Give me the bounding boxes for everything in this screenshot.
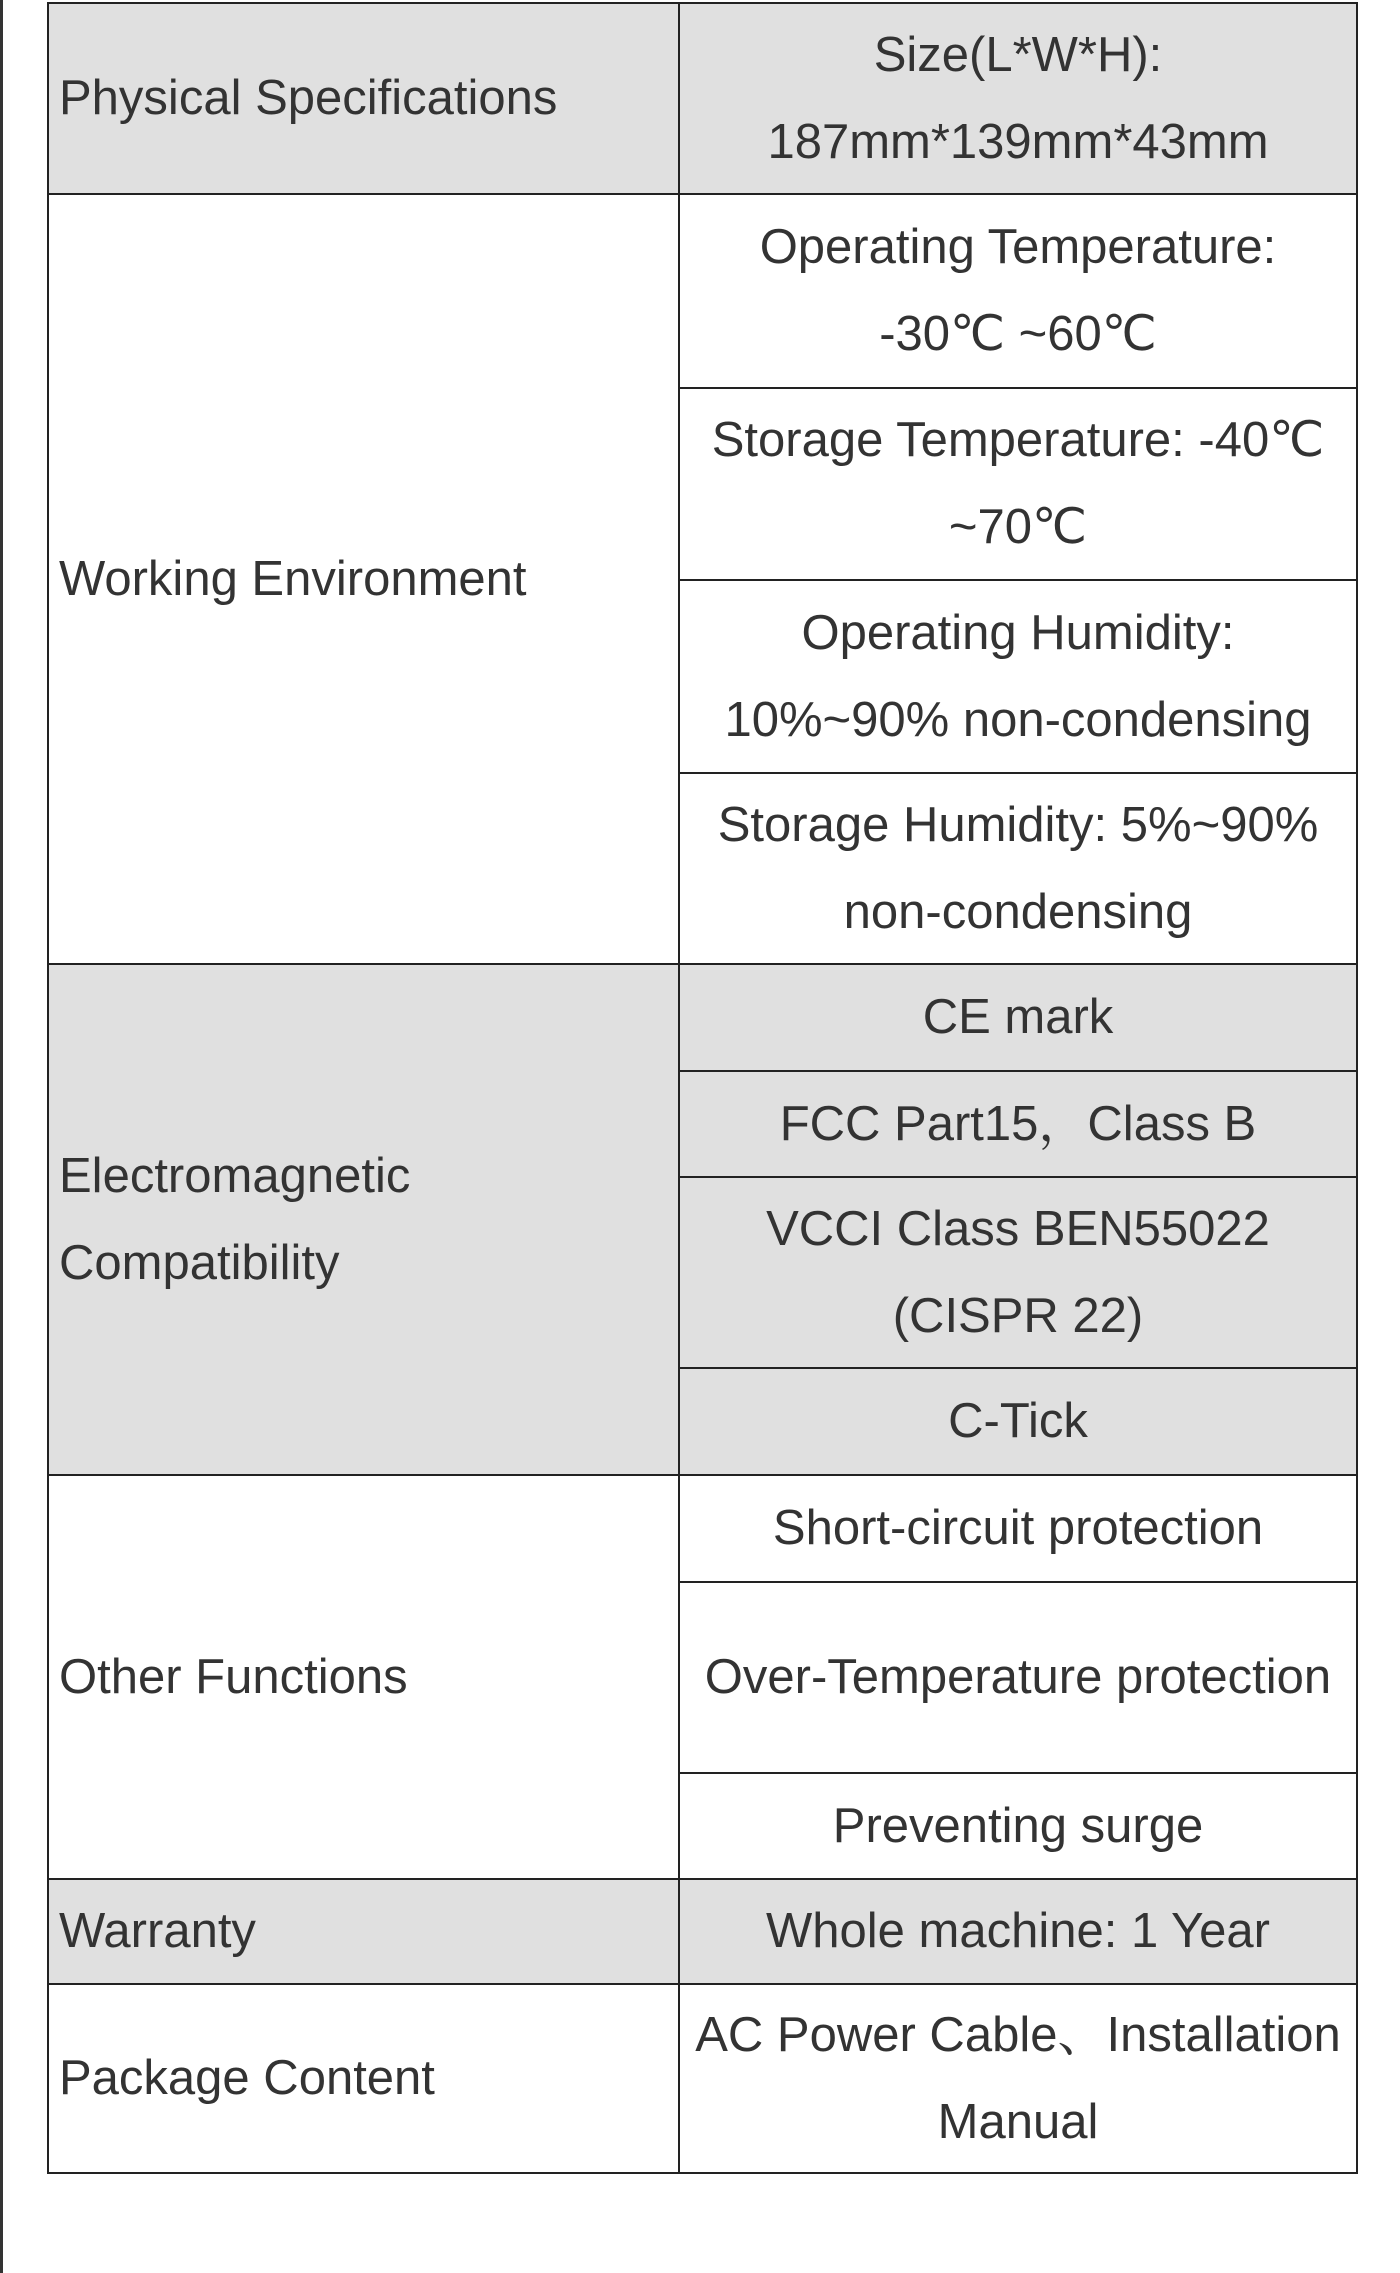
table-row-working-environment (48, 194, 1357, 388)
value-cell-ce-mark: CE mark (679, 964, 1357, 1071)
category-cell-warranty: Warranty (48, 1879, 679, 1984)
value-cell-short-circuit: Short-circuit protection (679, 1475, 1357, 1582)
left-border-rule (0, 0, 3, 2273)
value-cell-storage-temperature: Storage Temperature: -40℃ ~70℃ (679, 388, 1357, 580)
category-cell-electromagnetic-compatibility: Electromagnetic Compatibility (48, 964, 679, 1475)
value-cell-fcc: FCC Part15，Class B (679, 1071, 1357, 1177)
value-cell-c-tick: C-Tick (679, 1368, 1357, 1475)
value-cell-package-content: AC Power Cable、Installation Manual (679, 1984, 1357, 2173)
value-cell-preventing-surge: Preventing surge (679, 1773, 1357, 1879)
value-cell-over-temperature: Over-Temperature protection (679, 1582, 1357, 1773)
value-cell-size: Size(L*W*H): 187mm*139mm*43mm (679, 3, 1357, 194)
category-cell-package-content: Package Content (48, 1984, 679, 2173)
table-row-package-content (48, 1984, 1357, 2173)
table-row-warranty (48, 1879, 1357, 1984)
category-cell-other-functions: Other Functions (48, 1475, 679, 1879)
value-cell-vcci: VCCI Class BEN55022 (CISPR 22) (679, 1177, 1357, 1368)
table-row-electromagnetic-compatibility (48, 964, 1357, 1071)
category-cell-working-environment: Working Environment (48, 194, 679, 964)
value-cell-operating-humidity: Operating Humidity: 10%~90% non-condensing (679, 580, 1357, 773)
table-row-physical-specifications (48, 3, 1357, 194)
value-cell-warranty: Whole machine: 1 Year (679, 1879, 1357, 1984)
table-row-other-functions (48, 1475, 1357, 1582)
category-cell-physical-specifications: Physical Specifications (48, 3, 679, 194)
value-cell-storage-humidity: Storage Humidity: 5%~90% non-condensing (679, 773, 1357, 964)
specifications-table (47, 2, 1358, 2174)
value-cell-operating-temperature: Operating Temperature: -30℃ ~60℃ (679, 194, 1357, 388)
